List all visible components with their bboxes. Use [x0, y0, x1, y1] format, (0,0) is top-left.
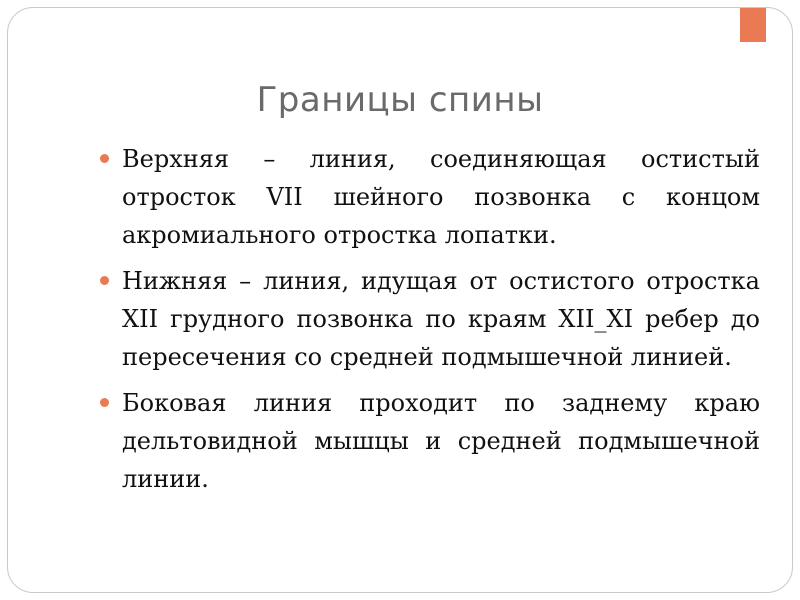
bullet-dot-icon	[100, 154, 109, 163]
list-item	[100, 384, 760, 498]
bullet-text: Нижняя – линия, идущая от остистого отростка XII грудного позвонка по краям XII_XI ребер до пересечения со средней подмышечной линией.	[122, 267, 760, 371]
slide-title: Границы спины	[256, 80, 544, 120]
bullet-text: Верхняя – линия, соединяющая остистый отросток VII шейного позвонка с концом акромиального отростка лопатки.	[122, 145, 760, 249]
bullet-dot-icon	[100, 398, 109, 407]
bullet-text: Боковая линия проходит по заднему краю дельтовидной мышцы и средней подмышечной линии.	[122, 389, 760, 493]
bullet-list	[100, 140, 760, 506]
bullet-dot-icon	[100, 276, 109, 285]
list-item	[100, 140, 760, 254]
slide	[7, 7, 793, 593]
list-item	[100, 262, 760, 376]
corner-accent-mark	[740, 8, 766, 42]
